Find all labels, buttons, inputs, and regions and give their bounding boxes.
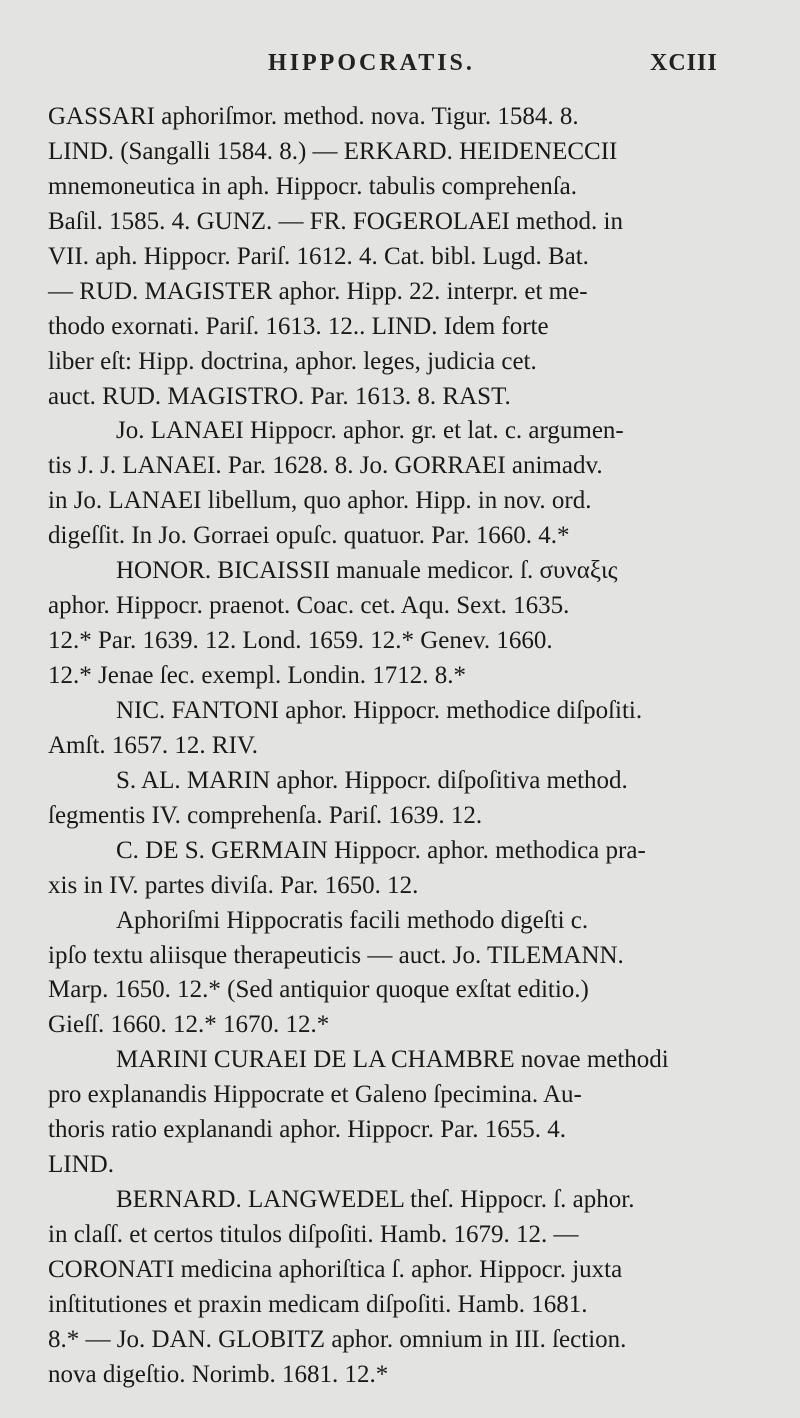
text-line: Gieſſ. 1660. 12.* 1670. 12.* [48,1011,330,1039]
text-line: GASSARI aphoriſmor. method. nova. Tigur. 1584. 8. [48,103,579,130]
text-line: 12.* Jenae ſec. exempl. Londin. 1712. 8.* [48,662,466,689]
text-line: CORONATI medicina aphoriſtica ſ. aphor. Hippocr. juxta [48,1255,623,1283]
text-line: 12.* Par. 1639. 12. Lond. 1659. 12.* Genev. 1660. [48,627,553,655]
text-line: Marp. 1650. 12.* (Sed antiquior quoque exſtat editio.) [48,976,589,1004]
text-line: inſtitutiones et praxin medicam diſpoſiti. Hamb. 1681. [48,1290,588,1318]
text-line: auct. RUD. MAGISTRO. Par. 1613. 8. RAST. [48,382,511,410]
text-line: C. DE S. GERMAIN Hippocr. aphor. methodica pra- [116,836,646,864]
text-line: LIND. (Sangalli 1584. 8.) — ERKARD. HEIDENECCII [48,137,618,165]
text-line: mnemoneutica in aph. Hippocr. tabulis comprehenſa. [48,172,578,200]
text-line: in claſſ. et certos titulos diſpoſiti. Hamb. 1679. 12. — [48,1221,579,1248]
text-line: Amſt. 1657. 12. RIV. [48,731,258,759]
text-line: ipſo textu aliisque therapeuticis — auct. Jo. TILEMANN. [48,941,624,969]
text-line: in Jo. LANAEI libellum, quo aphor. Hipp. in nov. ord. [48,487,592,515]
text-line: Baſil. 1585. 4. GUNZ. — FR. FOGEROLAEI method. in [48,207,623,235]
text-line: MARINI CURAEI DE LA CHAMBRE novae methodi [116,1046,669,1074]
text-line: nova digeſtio. Norimb. 1681. 12.* [48,1360,389,1388]
text-line: aphor. Hippocr. praenot. Coac. cet. Aqu. Sext. 1635. [48,592,570,620]
text-line: liber eſt: Hipp. doctrina, aphor. leges, judicia cet. [48,347,537,375]
text-line: — RUD. MAGISTER aphor. Hipp. 22. interpr. et me- [48,277,588,305]
text-line: thodo exornati. Pariſ. 1613. 12.. LIND. Idem forte [48,312,549,340]
running-head [0,50,800,80]
body-text [48,100,738,1393]
page-number: XCIII [650,50,718,76]
text-line: S. AL. MARIN aphor. Hippocr. diſpoſitiva method. [116,766,628,794]
text-line: Jo. LANAEI Hippocr. aphor. gr. et lat. c. argumen- [116,417,624,445]
text-line: pro explanandis Hippocrate et Galeno ſpecimina. Au- [48,1081,582,1109]
text-line: BERNARD. LANGWEDEL theſ. Hippocr. ſ. aphor. [116,1186,635,1214]
text-line: ſegmentis IV. comprehenſa. Pariſ. 1639. 12. [48,801,483,829]
text-line: Aphoriſmi Hippocratis facili methodo digeſti c. [116,906,589,934]
text-line: tis J. J. LANAEI. Par. 1628. 8. Jo. GORRAEI animadv. [48,452,603,480]
text-line: 8.* — Jo. DAN. GLOBITZ aphor. omnium in III. ſection. [48,1325,627,1353]
text-line: digeſſit. In Jo. Gorraei opuſc. quatuor. Par. 1660. 4.* [48,522,570,550]
text-line: VII. aph. Hippocr. Pariſ. 1612. 4. Cat. bibl. Lugd. Bat. [48,242,589,270]
text-line: HONOR. BICAISSII manuale medicor. ſ. συναξις [116,557,618,585]
text-line: LIND. [48,1151,114,1179]
text-line: xis in IV. partes diviſa. Par. 1650. 12. [48,871,419,899]
text-line: thoris ratio explanandi aphor. Hippocr. Par. 1655. 4. [48,1116,566,1144]
running-title: HIPPOCRATIS. [268,50,475,76]
text-line: NIC. FANTONI aphor. Hippocr. methodice diſpoſiti. [116,696,643,724]
